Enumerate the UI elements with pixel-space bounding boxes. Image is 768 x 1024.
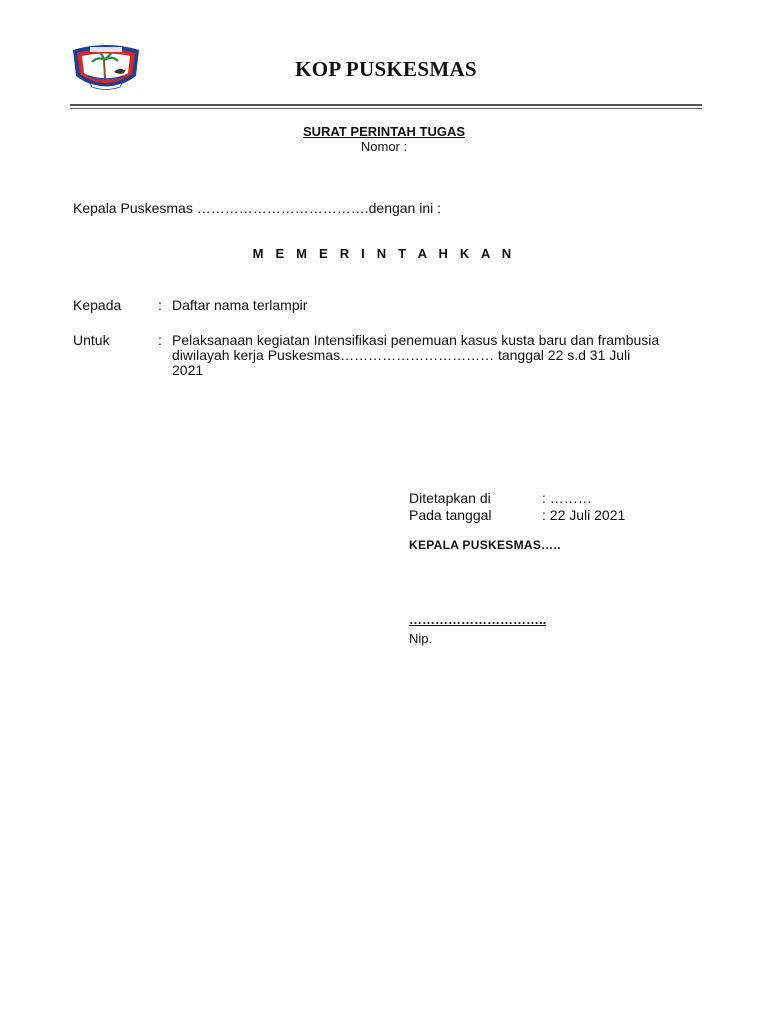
letterhead-title: KOP PUSKESMAS [295, 57, 477, 81]
letterhead-divider-thin [70, 108, 702, 109]
tanggal-label: Pada tanggal [409, 507, 492, 523]
kepada-label: Kepada [73, 297, 122, 313]
ditetapkan-label: Ditetapkan di [409, 490, 491, 506]
document-title: SURAT PERINTAH TUGAS [302, 124, 466, 139]
tanggal-value: : 22 Juli 2021 [542, 507, 626, 523]
signatory-nip: Nip. [409, 631, 433, 646]
signatory-title: KEPALA PUSKESMAS….. [409, 538, 561, 552]
untuk-label: Untuk [73, 332, 110, 348]
kepada-colon: : [158, 297, 162, 313]
kepada-value: Daftar nama terlampir [172, 297, 308, 313]
signatory-name: ………………………….. [409, 612, 547, 627]
untuk-line-3: 2021 [172, 362, 204, 378]
untuk-line-2: diwilayah kerja Puskesmas…………………………… tanggal 22 s.d 31 Juli [172, 347, 631, 363]
untuk-colon: : [158, 332, 162, 348]
untuk-line-1: Pelaksanaan kegiatan Intensifikasi penemuan kasus kusta baru dan frambusia [172, 332, 660, 348]
command-heading: M E M E R I N T A H K A N [252, 246, 516, 261]
letterhead-divider-thick [70, 104, 702, 106]
ditetapkan-value: : ……… [542, 490, 592, 506]
intro-line: Kepala Puskesmas ……………………………….dengan ini : [73, 200, 442, 216]
document-number: Nomor : [360, 139, 408, 154]
